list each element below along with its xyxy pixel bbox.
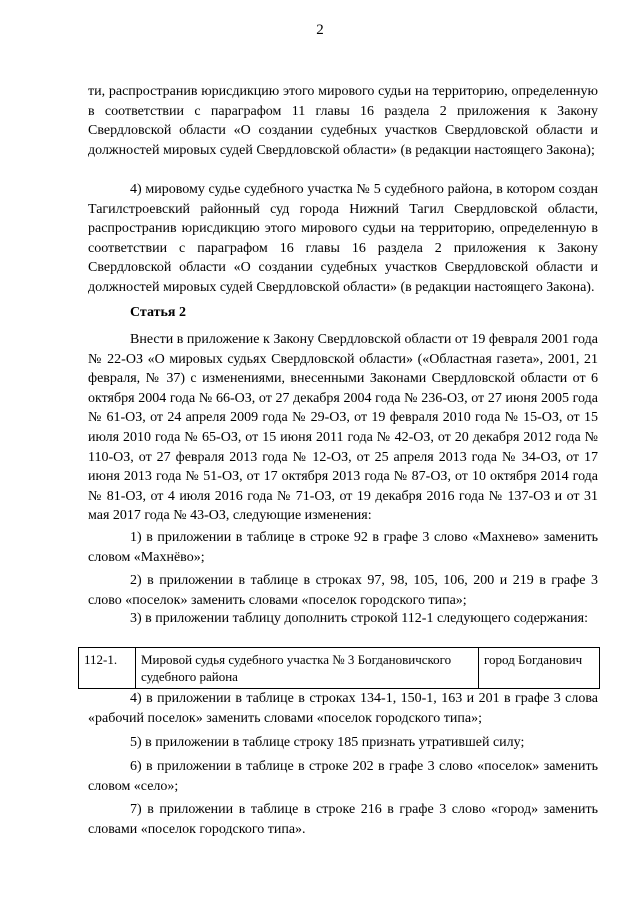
change-item-5 [88, 733, 598, 753]
paragraph-text: 4) в приложении в таблице в строках 134-1, 150-1, 163 и 201 в графе 3 слова «рабочий поселок» заменить словами «поселок городского типа»; [88, 691, 598, 726]
item-4-paragraph [88, 180, 598, 298]
table-row [79, 648, 600, 689]
location-cell: город Богданович [479, 648, 600, 689]
page-number: 2 [316, 22, 324, 38]
paragraph-text: Внести в приложение к Закону Свердловской области от 19 февраля 2001 года № 22-ОЗ «О мировых судьях Свердловской области» («Областная газета», 2001, 21 февраля, № 37) с изменениями, внесенными Законами Свердловской области от 6 октября 2004 года № 66-ОЗ, от 27 декабря 2004 года № 236-ОЗ, от 27 июня 2005 года № 61-ОЗ, от 24 апреля 2009 года № 29-ОЗ, от 19 февраля 2010 года № 15-ОЗ, от 15 июля 2010 года № 65-ОЗ, от 15 июня 2011 года № 42-ОЗ, от 20 декабря 2012 года № 110-ОЗ, от 27 февраля 2013 года № 12-ОЗ, от 25 апреля 2013 года № 34-ОЗ, от 17 июня 2013 года № 51-ОЗ, от 17 октября 2013 года № 87-ОЗ, от 10 октября 2014 года № 81-ОЗ, от 4 июля 2016 года № 71-ОЗ, от 19 декабря 2016 года № 137-ОЗ и от 31 мая 2017 года № 43-ОЗ, следующие изменения: [88, 332, 598, 524]
row-number-cell: 112-1. [79, 648, 136, 689]
court-name-cell: Мировой судья судебного участка № 3 Богдановичского судебного района [136, 648, 479, 689]
paragraph-text: 2) в приложении в таблице в строках 97, 98, 105, 106, 200 и 219 в графе 3 слово «поселок» заменить словами «поселок городского типа»; [88, 573, 598, 608]
paragraph-text: 6) в приложении в таблице в строке 202 в графе 3 слово «поселок» заменить словом «село»; [88, 759, 598, 794]
paragraph-text: 4) мировому судье судебного участка № 5 судебного района, в котором создан Тагилстроевский районный суд города Нижний Тагил Свердловской области, распространив юрисдикцию этого мирового судьи на территорию, определенную в соответствии с параграфом 16 главы 16 раздела 2 приложения к Закону Свердловской области «О создании судебных участков Свердловской области и должностей мировых судей Свердловской области» (в редакции настоящего Закона). [88, 182, 598, 295]
intro-paragraph [88, 82, 598, 160]
change-item-3 [88, 609, 598, 629]
change-item-2 [88, 571, 598, 610]
paragraph-text: 1) в приложении в таблице в строке 92 в графе 3 слово «Махнево» заменить словом «Махнёво»; [88, 530, 598, 565]
paragraph-text: ти, распространив юрисдикцию этого мирового судьи на территорию, определенную в соответствии с параграфом 11 главы 16 раздела 2 приложения к Закону Свердловской области «О создании судебных участков Свердловской области и должностей мировых судей Свердловской области» (в редакции настоящего Закона); [88, 84, 598, 158]
article-title: Статья 2 [130, 305, 186, 320]
inserted-table-row [78, 647, 600, 689]
paragraph-text: 5) в приложении в таблице строку 185 признать утратившей силу; [130, 735, 525, 750]
change-item-1 [88, 528, 598, 567]
paragraph-text: 3) в приложении таблицу дополнить строкой 112-1 следующего содержания: [130, 611, 589, 626]
change-item-7 [88, 800, 598, 839]
article-body [88, 330, 598, 526]
paragraph-text: 7) в приложении в таблице в строке 216 в графе 3 слово «город» заменить словами «поселок городского типа». [88, 802, 598, 837]
change-item-4 [88, 689, 598, 728]
change-item-6 [88, 757, 598, 796]
